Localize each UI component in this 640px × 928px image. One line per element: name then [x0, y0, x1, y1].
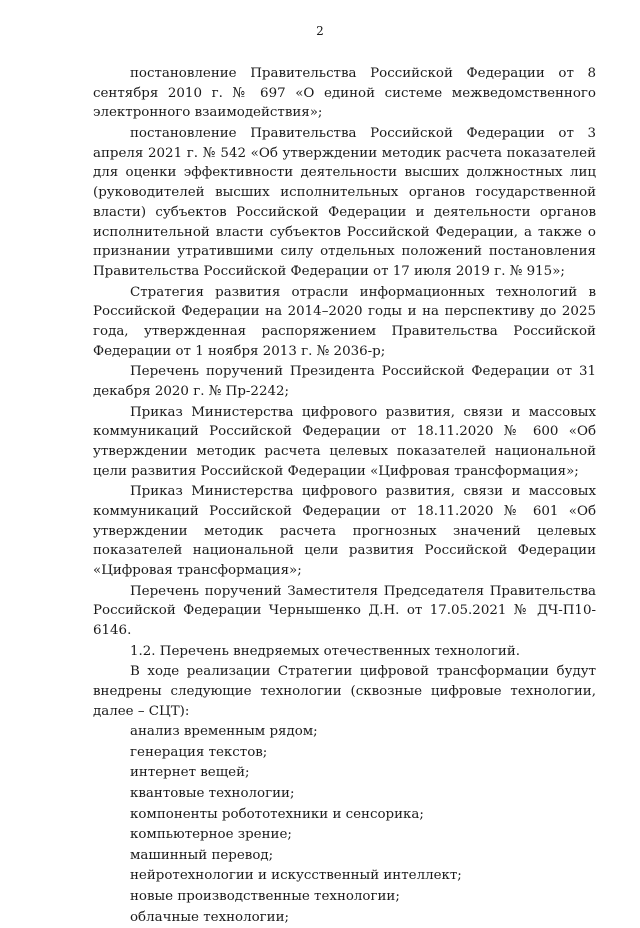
paragraph-order-601: Приказ Министерства цифрового развития, связи и массовых коммуникаций Российской Федерации от 18.11.2020 № 601 «Об утверждении методик расчета прогнозных значений целевых показателей национальной цели развития Российской Федерации «Цифровая трансформация»; [93, 484, 596, 579]
list-item: нейротехнологии и искусственный интеллект; [130, 868, 462, 884]
paragraph-it-strategy: Стратегия развития отрасли информационных технологий в Российской Федерации на 2014–2020 годы и на перспективу до 2025 года, утвержденная распоряжением Правительства Российской Федерации от 1 ноября 2013 г. № 2036-р; [93, 284, 596, 359]
section-heading-1-2: 1.2. Перечень внедряемых отечественных технологий. [130, 643, 521, 659]
list-item: интернет вещей; [130, 765, 250, 781]
document-body [93, 64, 596, 928]
paragraph-order-600: Приказ Министерства цифрового развития, связи и массовых коммуникаций Российской Федерации от 18.11.2020 № 600 «Об утверждении методик расчета целевых показателей национальной цели развития Российской Федерации «Цифровая трансформация»; [93, 404, 596, 479]
list-item: компоненты робототехники и сенсорика; [130, 806, 424, 822]
paragraph-president-instructions: Перечень поручений Президента Российской Федерации от 31 декабря 2020 г. № Пр-2242; [93, 364, 596, 399]
list-item: анализ временным рядом; [130, 724, 318, 740]
paragraph-deputy-instructions: Перечень поручений Заместителя Председателя Правительства Российской Федерации Чернышенко Д.Н. от 17.05.2021 № ДЧ-П10-6146. [93, 583, 596, 639]
list-item: облачные технологии; [130, 909, 290, 925]
list-item: генерация текстов; [130, 744, 268, 760]
list-item: компьютерное зрение; [130, 827, 292, 843]
technologies-list [93, 722, 596, 927]
paragraph-technologies-intro: В ходе реализации Стратегии цифровой трансформации будут внедрены следующие технологии (сквозные цифровые технологии, далее – СЦТ): [93, 664, 596, 719]
page-number: 2 [316, 24, 324, 38]
list-item: квантовые технологии; [130, 786, 295, 801]
list-item: новые производственные технологии; [130, 888, 400, 904]
paragraph-decree-697: постановление Правительства Российской Федерации от 8 сентября 2010 г. № 697 «О единой системе межведомственного электронного взаимодействия»; [93, 66, 596, 121]
paragraph-decree-542: постановление Правительства Российской Федерации от 3 апреля 2021 г. № 542 «Об утверждении методик расчета показателей для оценки эффективности деятельности высших должностных лиц (руководителей высших исполнительных органов государственной власти) субъектов Российской Федерации и деятельности органов исполнительной власти субъектов Российской Федерации, а также о признании утратившими силу отдельных положений постановления Правительства Российской Федерации от 17 июля 2019 г. № 915»; [93, 126, 596, 279]
list-item: машинный перевод; [130, 847, 274, 863]
